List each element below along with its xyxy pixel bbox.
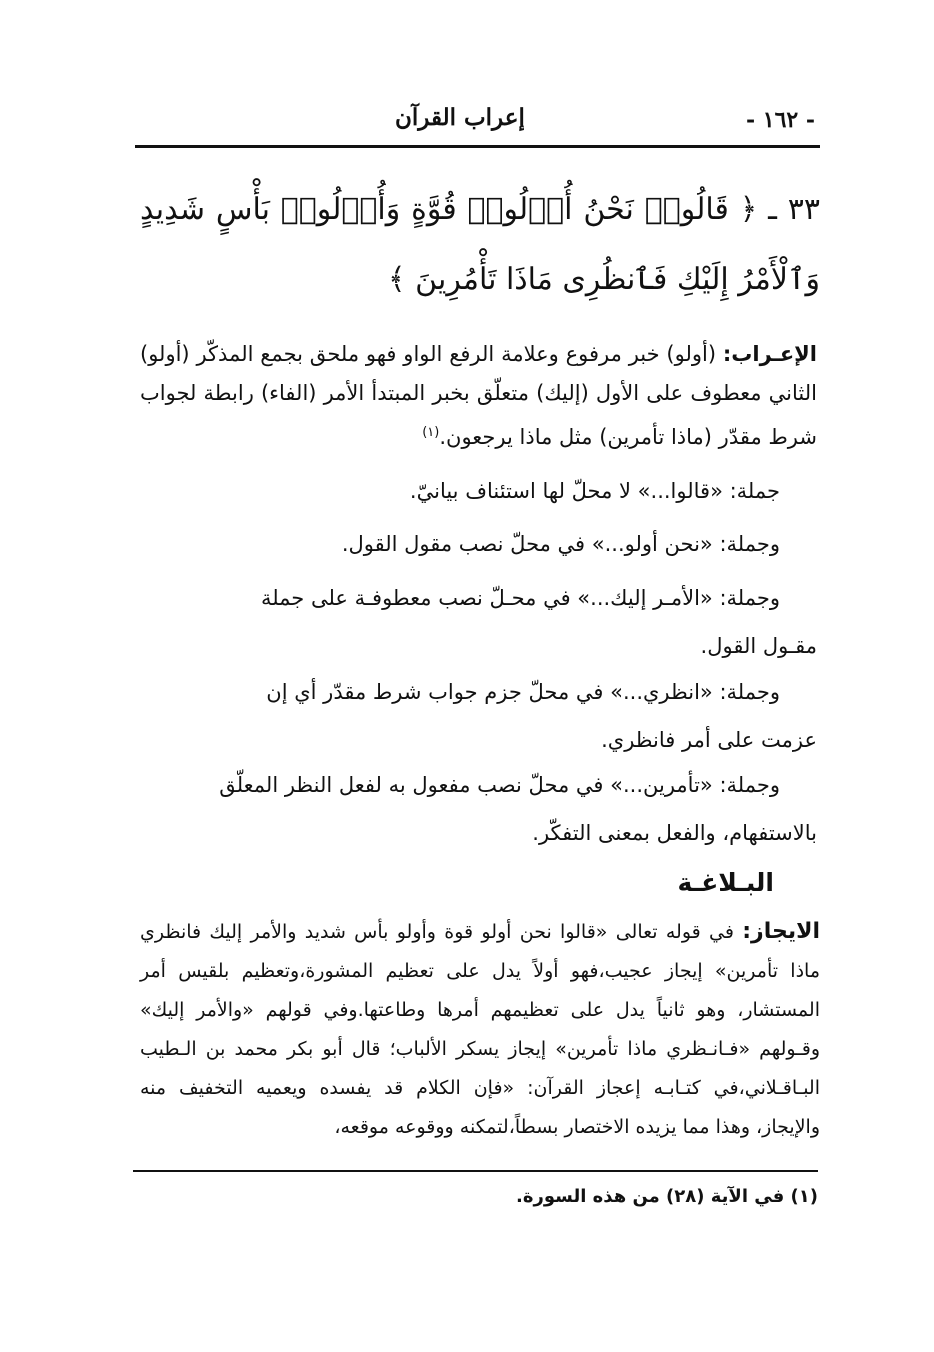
irab-text: (أولو) خبر مرفوع وعلامة الرفع الواو فهو ملحق بجمع المذكّر (أولو) الثاني معطوف على الأول (إليك) متعلّق بخبر المبتدأ الأمر (الفاء) رابطة لجواب شرط مقدّر (ماذا تأمرين) مثل ماذا يرجعون. xyxy=(140,342,817,449)
footnote-rule xyxy=(133,1170,818,1172)
jumla-5-continuation: بالاستفهام، والفعل بمعنى التفكّر. xyxy=(532,821,817,845)
header-rule xyxy=(135,145,820,148)
page-number: - ١٦٢ - xyxy=(745,107,815,133)
jumla-3-continuation: مقـول القول. xyxy=(700,634,817,658)
jumla-4-continuation: عزمت على أمر فانظري. xyxy=(601,728,817,752)
jumla-2-text: وجملة: «نحن أولو...» في محلّ نصب مقول القول. xyxy=(341,532,780,556)
jumla-3 xyxy=(140,574,817,670)
jumla-4 xyxy=(140,668,817,764)
jumla-2 xyxy=(140,520,780,568)
balagha-paragraph xyxy=(140,912,820,1147)
jumla-5-text: وجملة: «تأمرين...» في محلّ نصب مفعول به لفعل النظر المعلّق xyxy=(219,773,780,797)
running-title: إعراب القرآن xyxy=(395,104,525,131)
jumla-5 xyxy=(140,761,817,857)
jumla-1-text: جملة: «قالوا...» لا محلّ لها استئناف بيانيّ. xyxy=(409,479,780,503)
ijaz-label: الايجاز: xyxy=(742,919,820,944)
jumla-3-text: وجملة: «الأمـر إليك...» في محـلّ نصب معطوفـة على جملة xyxy=(260,586,780,610)
page-header xyxy=(135,100,815,140)
irab-label: الإعـراب: xyxy=(722,342,817,366)
jumla-4-text: وجملة: «انظري...» في محلّ جزم جواب شرط مقدّر أي إن xyxy=(266,680,780,704)
balagha-text: في قوله تعالى «قالوا نحن أولو قوة وأولو بأس شديد والأمر إليك فانظري ماذا تأمرين» إيجاز عجيب،فهو أولاً يدل على تعظيم المشورة،وتعظيم بلقيس أمر المستشار، وهو ثانياً يدل على تعظيمهم أمرها وطاعتها.وفي قولهم «والأمر إليك» وقـولهم «فـانـظري ماذا تأمرين» إيجاز يسكر الألباب؛ قال أبو بكر محمد بن الـطيب البـاقـلاني،في كتـابـه إعجاز القرآن: «فإن الكلام قد يفسده ويعميه التخفيف منه والإيجاز، وهذا مما يزيده الاختصار بسطاً،لتمكنه ووقوعه موقعه، xyxy=(140,921,820,1138)
footnote: (١) في الآية (٢٨) من هذه السورة. xyxy=(516,1186,818,1207)
irab-paragraph xyxy=(140,335,817,457)
footnote-reference: (١) xyxy=(422,425,440,440)
balagha-heading: البـلاغـة xyxy=(677,868,774,897)
quran-verse: ٣٣ ـ ﴿ قَالُوا۟ نَحْنُ أُو۟لُوا۟ قُوَّةٍ وَأُو۟لُوا۟ بَأْسٍ شَدِيدٍ وَٱلْأَمْرُ إِلَيْكِ فَٱنظُرِى مَاذَا تَأْمُرِينَ ﴾ xyxy=(140,192,820,297)
jumla-1 xyxy=(140,467,780,515)
